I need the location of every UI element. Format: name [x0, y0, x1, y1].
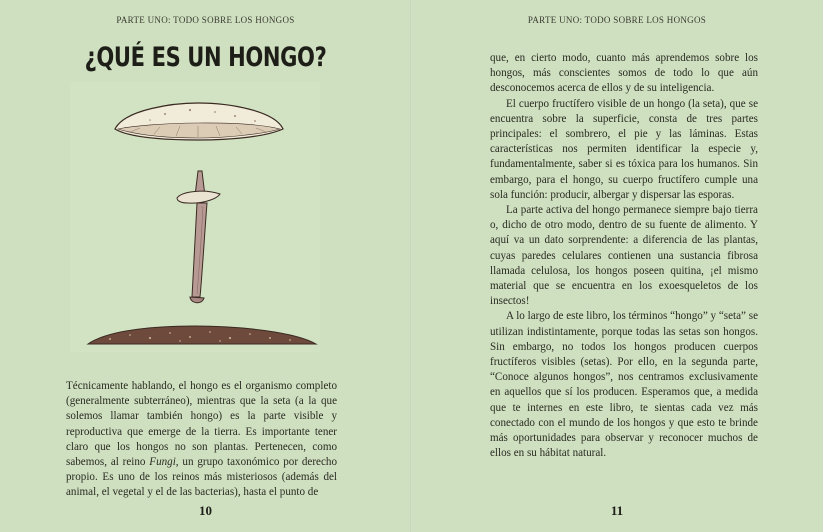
left-page	[0, 0, 411, 532]
paragraph: A lo largo de este libro, los términos “hongo” y “seta” se utilizan indistintamente, porque todas las setas son hongos. Sin embargo, no todos los hongos producen cuerpos fructíferos visibles (setas). Por ello, en la segunda parte, “Conoce algunos hongos”, nos centramos exclusivamente en aquellos que sí los producen. Esperamos que, a medida que te internes en este libro, te sientas cada vez más conectado con el mundo de los hongos y que esto te brinde más oportunidades para observar y reconocer muchos de ellos en su hábitat natural.	[490, 310, 758, 460]
running-head: PARTE UNO: TODO SOBRE LOS HONGOS	[527, 15, 707, 25]
left-body-text	[66, 379, 337, 501]
paragraph: La parte activa del hongo permanece siempre bajo tierra o, dicho de otro modo, dentro de su fuente de alimento. Y aquí va un dato sorprendente: a diferencia de las plantas, cuyas paredes celulares contienen una sustancia fibrosa llamada celulosa, los hongos poseen quitina, ¡el mismo material que se encuentra en los exoesqueletos de los insectos!	[490, 204, 758, 308]
page-number: 11	[610, 503, 624, 518]
body-text-italic: Fungi	[149, 456, 176, 469]
running-head: PARTE UNO: TODO SOBRE LOS HONGOS	[116, 15, 295, 25]
mushroom-illustration	[70, 82, 320, 352]
body-text-part2: , un grupo taxonómico por derecho propio. Es uno de los reinos más misteriosos (además del animal, el vegetal y el de las bacterias), hasta el punto de	[66, 456, 337, 499]
right-page	[411, 0, 823, 532]
exploded-mushroom-icon	[70, 82, 320, 352]
chapter-title: ¿QUÉ ES UN HONGO?	[84, 42, 327, 73]
paragraph: que, en cierto modo, cuanto más aprendemos sobre los hongos, más conscientes somos de todo lo que aún desconocemos acerca de ellos y de su inteligencia.	[490, 52, 758, 95]
page-number: 10	[199, 503, 212, 518]
body-text-part1: Técnicamente hablando, el hongo es el organismo completo (generalmente subterráneo), mientras que la seta (a la que solemos llamar también hongo) es la parte visible y reproductiva que emerge de la tierra. Es importante tener claro que los hongos no son plantas. Pertenecen, como sabemos, al reino	[66, 380, 337, 469]
right-body-text	[490, 51, 758, 461]
paragraph: El cuerpo fructífero visible de un hongo (la seta), que se encuentra sobre la superficie, consta de tres partes principales: el sombrero, el pie y las láminas. Estas características nos permiten identificar la especie y, fundamentalmente, saber si es tóxica para los humanos. Sin embargo, para el hongo, su cuerpo fructífero cumple una sola función: producir, albergar y dispersar las esporas.	[490, 97, 758, 201]
